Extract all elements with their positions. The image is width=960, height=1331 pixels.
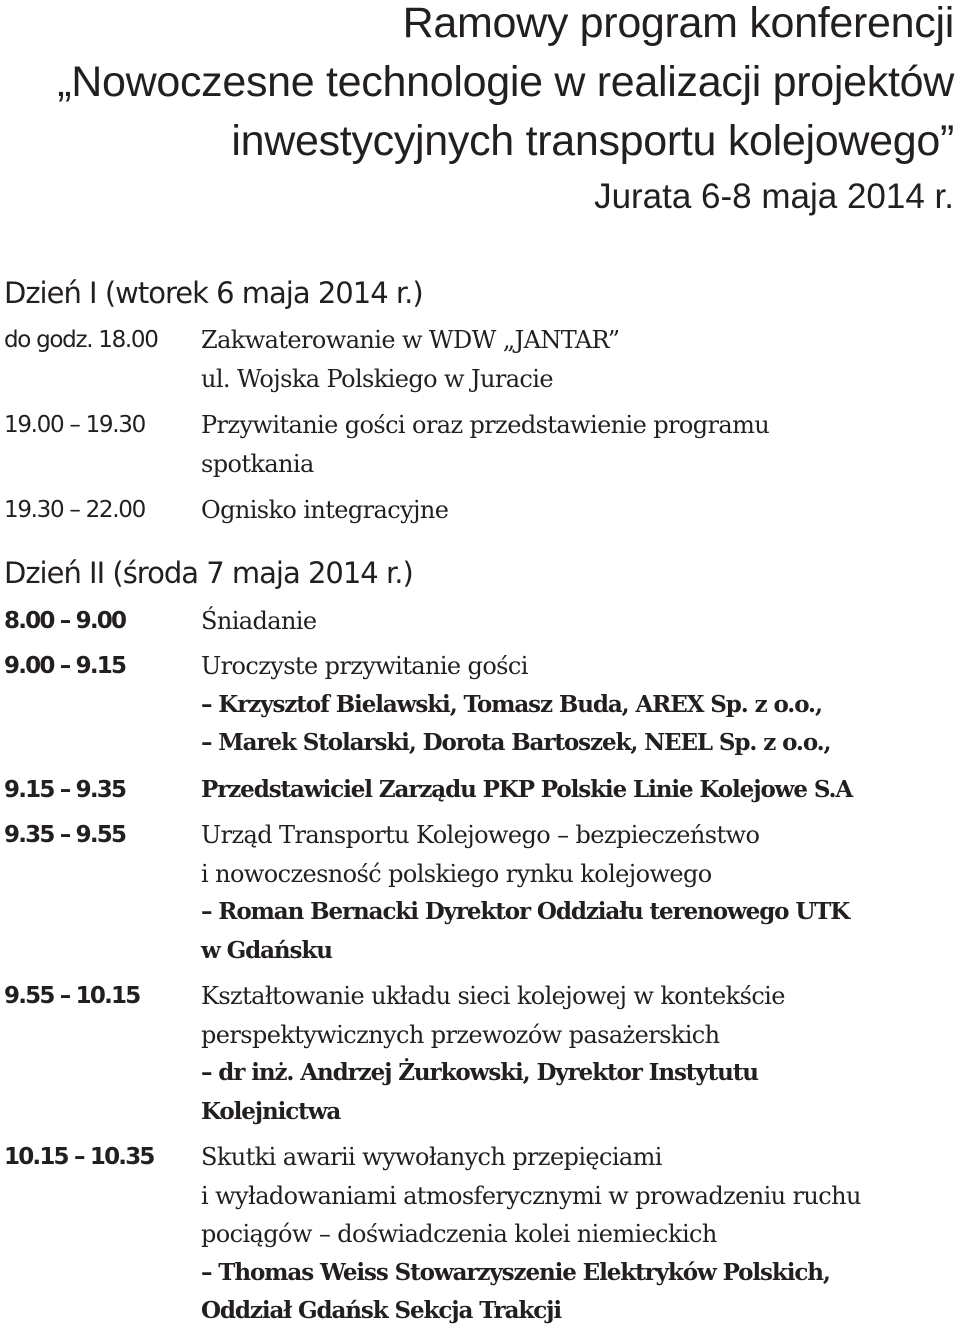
entry-line: Oddział Gdańsk Sekcja Trakcji [201, 1297, 561, 1324]
entry-line: Śniadanie [201, 607, 317, 635]
day-2-heading: Dzień II (środa 7 maja 2014 r.) [4, 556, 413, 590]
entry-line: Skutki awarii wywołanych przepięciami [201, 1143, 662, 1171]
entry-line: Uroczyste przywitanie gości [201, 652, 528, 680]
entry-line: perspektywicznych przewozów pasażerskich [201, 1020, 720, 1049]
entry-line: Urząd Transportu Kolejowego – bezpieczeństwo [201, 821, 760, 849]
entry-line: i nowoczesność polskiego rynku kolejowego [201, 859, 712, 888]
entry-time: 19.00 – 19.30 [4, 412, 145, 438]
entry-line: w Gdańsku [201, 936, 332, 964]
entry-time: 19.30 – 22.00 [4, 497, 145, 523]
entry-time: 8.00 – 9.00 [4, 608, 126, 634]
entry-description [201, 647, 956, 763]
entry-line: – dr inż. Andrzej Żurkowski, Dyrektor Instytutu [201, 1059, 758, 1086]
entry-time: 9.00 – 9.15 [4, 653, 126, 679]
entry-time: 9.55 – 10.15 [4, 983, 140, 1009]
entry-line: – Krzysztof Bielawski, Tomasz Buda, AREX Sp. z o.o., [201, 690, 822, 718]
entry-description [201, 977, 956, 1131]
entry-line: – Thomas Weiss Stowarzyszenie Elektryków Polskich, [201, 1258, 830, 1286]
title-line-1: Ramowy program konferencji [402, 0, 954, 47]
entry-line: Przywitanie gości oraz przedstawienie programu [201, 411, 770, 439]
entry-line: Zakwaterowanie w WDW „JANTAR” [201, 326, 620, 354]
entry-line: ul. Wojska Polskiego w Juracie [201, 364, 553, 393]
entry-description [201, 1138, 956, 1331]
entry-description [201, 406, 956, 483]
entry-line: pociągów – doświadczenia kolei niemieckich [201, 1220, 717, 1248]
entry-line: Ognisko integracyjne [201, 496, 449, 524]
entry-line: Kolejnictwa [201, 1097, 341, 1125]
entry-line: Przedstawiciel Zarządu PKP Polskie Linie Kolejowe S.A [201, 776, 853, 803]
entry-line: – Marek Stolarski, Dorota Bartoszek, NEEL Sp. z o.o., [201, 729, 831, 756]
entry-description [201, 771, 956, 810]
conference-date-location: Jurata 6-8 maja 2014 r. [594, 177, 954, 216]
entry-time: 9.35 – 9.55 [4, 822, 126, 848]
entry-description [201, 816, 956, 970]
entry-line: – Roman Bernacki Dyrektor Oddziału terenowego UTK [201, 898, 850, 925]
entry-description [201, 491, 956, 530]
entry-description [201, 602, 956, 641]
entry-description [201, 321, 956, 398]
entry-time: 9.15 – 9.35 [4, 777, 126, 803]
entry-line: spotkania [201, 449, 314, 478]
entry-line: i wyładowaniami atmosferycznymi w prowadzeniu ruchu [201, 1181, 861, 1210]
entry-line: Kształtowanie układu sieci kolejowej w kontekście [201, 982, 785, 1010]
title-line-3: inwestycyjnych transportu kolejowego” [231, 117, 954, 165]
document-header [14, 0, 954, 223]
day-1-heading: Dzień I (wtorek 6 maja 2014 r.) [4, 276, 423, 310]
entry-time: do godz. 18.00 [4, 327, 158, 353]
entry-time: 10.15 – 10.35 [4, 1144, 154, 1170]
title-line-2: „Nowoczesne technologie w realizacji projektów [57, 58, 954, 106]
